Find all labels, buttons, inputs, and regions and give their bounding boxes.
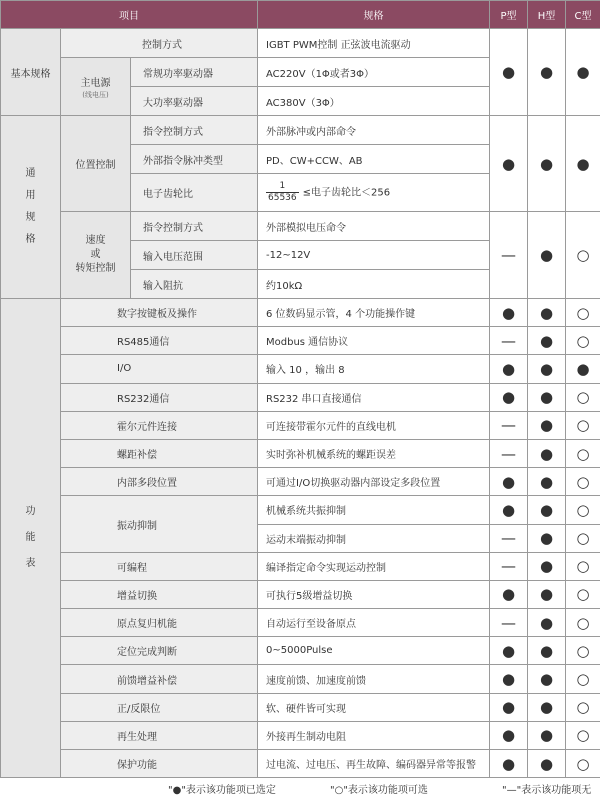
table-row <box>1 383 600 411</box>
mark-h: ● <box>528 693 566 721</box>
table-row <box>1 439 600 467</box>
mark-p: ● <box>490 299 528 327</box>
control-label: 控制方式 <box>61 29 258 58</box>
function-label: 增益切换 <box>61 580 258 608</box>
function-spec: 编译指定命令实现运动控制 <box>258 552 490 580</box>
function-label: RS232通信 <box>61 383 258 411</box>
legend-open: "○"表示该功能项可选 <box>330 785 428 796</box>
mark-p: ● <box>490 496 528 524</box>
group-basic: 基本规格 <box>1 29 61 116</box>
mark-c: ○ <box>566 383 600 411</box>
mark-p: ● <box>490 750 528 778</box>
mark-h: ● <box>528 721 566 749</box>
table-row <box>1 665 600 693</box>
table-row <box>1 580 600 608</box>
function-label: 振动抑制 <box>61 496 258 552</box>
impedance-spec: 约10kΩ <box>258 270 490 299</box>
mark-p: — <box>490 439 528 467</box>
impedance-label: 输入阻抗 <box>131 270 258 299</box>
header-h: H型 <box>528 1 566 29</box>
mark-h: ● <box>528 580 566 608</box>
mark-c: ○ <box>566 580 600 608</box>
mark-p: ● <box>490 665 528 693</box>
mark-p: ● <box>490 693 528 721</box>
function-label: I/O <box>61 355 258 383</box>
mark-c: ○ <box>566 299 600 327</box>
pulse-label: 外部指令脉冲类型 <box>131 145 258 174</box>
table-row <box>1 693 600 721</box>
speed-cmd-spec: 外部模拟电压命令 <box>258 212 490 241</box>
function-label: 螺距补偿 <box>61 439 258 467</box>
function-spec: 0~5000Pulse <box>258 637 490 665</box>
table-row <box>1 116 600 145</box>
mark-h: ● <box>528 750 566 778</box>
legend <box>150 781 600 797</box>
normal-spec: AC220V（1Φ或者3Φ） <box>258 58 490 87</box>
mark-c: ○ <box>566 721 600 749</box>
mark-c: ○ <box>566 693 600 721</box>
function-spec: 6 位数码显示管，4 个功能操作键 <box>258 299 490 327</box>
function-spec: Modbus 通信协议 <box>258 327 490 355</box>
mark-h: ● <box>528 552 566 580</box>
table-row <box>1 750 600 778</box>
table-row <box>1 299 600 327</box>
mark-c: ○ <box>566 750 600 778</box>
speed-label: 速度 或 转矩控制 <box>61 212 131 299</box>
mark-c: ○ <box>566 637 600 665</box>
mark-c: ○ <box>566 439 600 467</box>
voltage-label: 输入电压范围 <box>131 241 258 270</box>
mark-h: ● <box>528 439 566 467</box>
mark-p: ● <box>490 580 528 608</box>
function-label: 正/反限位 <box>61 693 258 721</box>
function-spec: 可连接带霍尔元件的直线电机 <box>258 411 490 439</box>
table-row <box>1 212 600 241</box>
function-spec: 机械系统共振抑制 <box>258 496 490 524</box>
function-spec: 可通过I/O切换驱动器内部设定多段位置 <box>258 468 490 496</box>
function-spec: 可执行5级增益切换 <box>258 580 490 608</box>
header-item: 项目 <box>1 1 258 29</box>
table-row <box>1 29 600 58</box>
table-row <box>1 327 600 355</box>
table-row <box>1 637 600 665</box>
table-header <box>1 1 600 29</box>
function-label: 霍尔元件连接 <box>61 411 258 439</box>
function-table <box>1 299 600 778</box>
group-general: 通 用 规 格 <box>1 116 61 299</box>
mark-h: ● <box>528 665 566 693</box>
control-spec: IGBT PWM控制 正弦波电流驱动 <box>258 29 490 58</box>
pulse-spec: PD、CW+CCW、AB <box>258 145 490 174</box>
function-label: 前馈增益补偿 <box>61 665 258 693</box>
gear-fraction: $\frac{1}{65536}$ <box>268 181 297 203</box>
function-label: 定位完成判断 <box>61 637 258 665</box>
function-spec: 输入 10 ，输出 8 <box>258 355 490 383</box>
mark-h: ● <box>528 355 566 383</box>
mark-c: ○ <box>566 468 600 496</box>
mark-h: ● <box>528 609 566 637</box>
mark-p: ● <box>490 29 528 116</box>
mark-h: ● <box>528 383 566 411</box>
header-spec: 规格 <box>258 1 490 29</box>
function-label: 再生处理 <box>61 721 258 749</box>
table-row <box>1 411 600 439</box>
mark-c: ○ <box>566 411 600 439</box>
mark-p: — <box>490 552 528 580</box>
table-row <box>1 721 600 749</box>
function-label: 保护功能 <box>61 750 258 778</box>
speed-cmd-label: 指令控制方式 <box>131 212 258 241</box>
mark-h: ● <box>528 468 566 496</box>
mark-c: ○ <box>566 327 600 355</box>
mark-p: — <box>490 609 528 637</box>
function-label: 数字按键板及操作 <box>61 299 258 327</box>
mark-c: ● <box>566 116 600 212</box>
header-c: C型 <box>566 1 600 29</box>
mark-c: ● <box>566 29 600 116</box>
table-row <box>1 355 600 383</box>
mark-p: ● <box>490 383 528 411</box>
function-spec: 软、硬件皆可实现 <box>258 693 490 721</box>
position-label: 位置控制 <box>61 116 131 212</box>
function-spec: 实时弥补机械系统的螺距误差 <box>258 439 490 467</box>
function-spec: RS232 串口直接通信 <box>258 383 490 411</box>
mark-c: ○ <box>566 524 600 552</box>
mark-p: ● <box>490 116 528 212</box>
voltage-spec: -12~12V <box>258 241 490 270</box>
pos-cmd-label: 指令控制方式 <box>131 116 258 145</box>
mark-c: ○ <box>566 496 600 524</box>
function-spec: 速度前馈、加速度前馈 <box>258 665 490 693</box>
header-p: P型 <box>490 1 528 29</box>
function-spec: 自动运行至设备原点 <box>258 609 490 637</box>
mark-h: ● <box>528 496 566 524</box>
high-label: 大功率驱动器 <box>131 87 258 116</box>
legend-none: "—"表示该功能项无 <box>502 785 592 796</box>
mark-h: ● <box>528 299 566 327</box>
legend-filled: "●"表示该功能项已选定 <box>168 785 276 796</box>
mark-h: ● <box>528 411 566 439</box>
function-label: RS485通信 <box>61 327 258 355</box>
pos-cmd-spec: 外部脉冲或内部命令 <box>258 116 490 145</box>
mark-p: — <box>490 411 528 439</box>
table-row <box>1 468 600 496</box>
mark-p: — <box>490 212 528 299</box>
power-label: 主电源 (线电压) <box>61 58 131 116</box>
function-label: 可编程 <box>61 552 258 580</box>
mark-c: ○ <box>566 609 600 637</box>
mark-h: ● <box>528 29 566 116</box>
mark-h: ● <box>528 116 566 212</box>
function-spec: 过电流、过电压、再生故障、编码器异常等报警 <box>258 750 490 778</box>
mark-c: ○ <box>566 665 600 693</box>
mark-p: ● <box>490 355 528 383</box>
group-function: 功 能 表 <box>1 299 61 778</box>
mark-c: ● <box>566 355 600 383</box>
gear-spec: $\frac{1}{65536}$ ≤电子齿轮比＜256 <box>258 174 490 212</box>
mark-p: ● <box>490 721 528 749</box>
mark-h: ● <box>528 212 566 299</box>
mark-h: ● <box>528 327 566 355</box>
function-label: 原点复归机能 <box>61 609 258 637</box>
mark-h: ● <box>528 524 566 552</box>
function-label: 内部多段位置 <box>61 468 258 496</box>
mark-p: ● <box>490 468 528 496</box>
table-row <box>1 496 600 524</box>
mark-p: — <box>490 327 528 355</box>
table-row <box>1 609 600 637</box>
mark-h: ● <box>528 637 566 665</box>
high-spec: AC380V（3Φ） <box>258 87 490 116</box>
mark-c: ○ <box>566 212 600 299</box>
mark-p: ● <box>490 637 528 665</box>
function-spec: 外接再生制动电阻 <box>258 721 490 749</box>
table-row <box>1 552 600 580</box>
gear-label: 电子齿轮比 <box>131 174 258 212</box>
mark-p: — <box>490 524 528 552</box>
function-spec: 运动末端振动抑制 <box>258 524 490 552</box>
mark-c: ○ <box>566 552 600 580</box>
normal-label: 常规功率驱动器 <box>131 58 258 87</box>
